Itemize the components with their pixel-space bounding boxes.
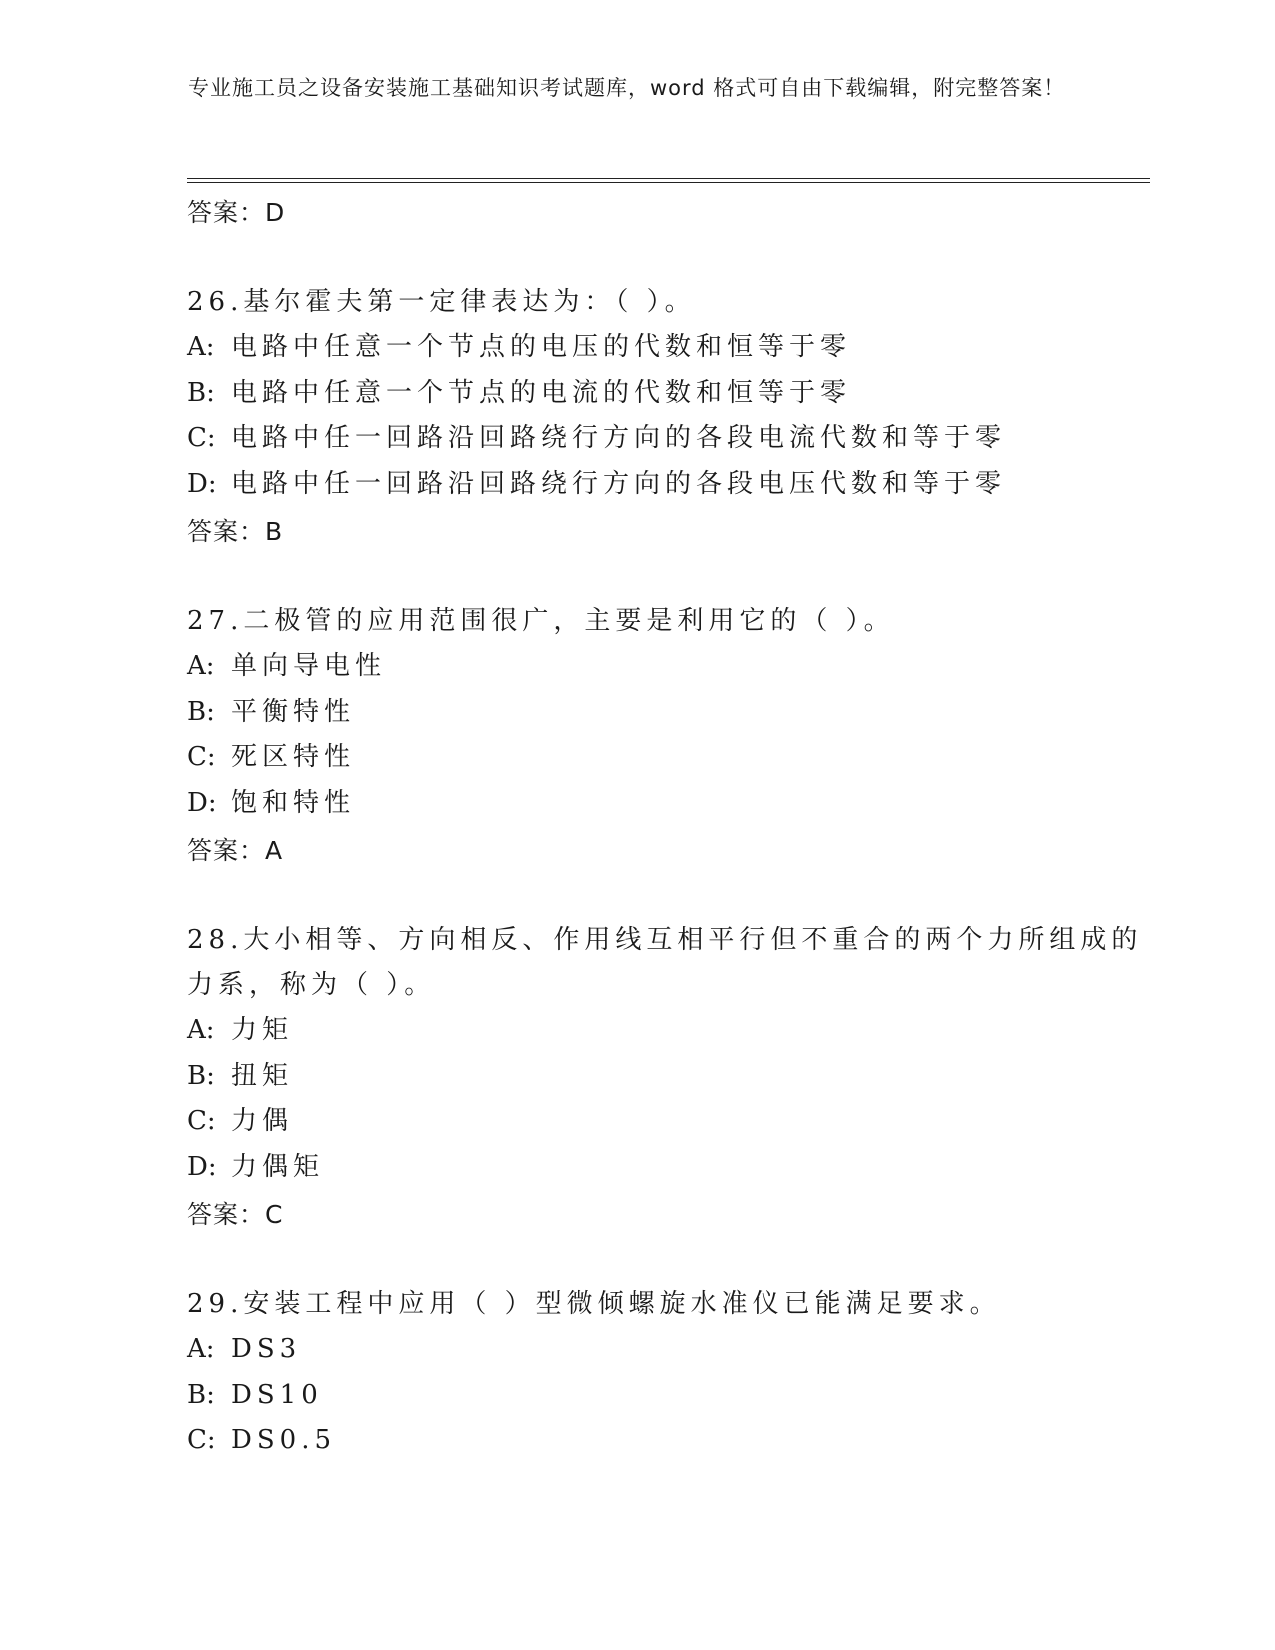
option-text: 平衡特性 [231,696,356,727]
document-header: 专业施工员之设备安装施工基础知识考试题库，word 格式可自由下载编辑，附完整答案！ [188,76,1066,100]
question-29 [187,1282,1147,1464]
question-stem: 26.基尔霍夫第一定律表达为：（ ）。 [187,287,696,317]
option-letter: D: [187,787,217,818]
option-d [187,462,1147,508]
option-b [187,1054,1147,1100]
option-text: DS3 [231,1334,302,1364]
question-stem: 27.二极管的应用范围很广，主要是利用它的（ ）。 [187,606,895,636]
option-a [187,644,1147,690]
answer-line: 答案：D [187,198,286,227]
option-text: DS10 [231,1379,323,1410]
question-28 [187,918,1147,1238]
question-stem: 28.大小相等、方向相反、作用线互相平行但不重合的两个力所组成的力系，称为（ ）。 [187,925,1143,1000]
answer-line: 答案：A [187,836,284,865]
option-d [187,781,1147,827]
option-c [187,735,1147,781]
answer-line: 答案：B [187,517,284,546]
option-a [187,325,1147,371]
option-letter: B: [187,1379,215,1410]
option-a [187,1327,1147,1373]
option-text: 扭矩 [231,1060,294,1091]
option-a [187,1008,1147,1054]
option-text: 单向导电性 [231,651,387,681]
option-letter: C: [187,1425,216,1455]
option-letter: D: [187,468,217,499]
answer-line: 答案：C [187,1200,284,1229]
option-text: 死区特性 [231,742,356,772]
option-b [187,371,1147,417]
option-text: 电路中任意一个节点的电压的代数和恒等于零 [231,332,852,362]
option-text: 力偶矩 [231,1151,325,1182]
option-text: 力矩 [231,1015,294,1045]
option-letter: D: [187,1151,217,1182]
option-b [187,1373,1147,1419]
option-letter: C: [187,1106,216,1136]
question-list [187,188,1147,1464]
question-27 [187,599,1147,874]
option-letter: C: [187,423,216,453]
option-d [187,1145,1147,1191]
option-letter: B: [187,377,215,408]
option-letter: A: [187,651,215,681]
option-text: 饱和特性 [231,787,356,818]
option-c [187,1418,1147,1464]
option-letter: A: [187,1015,215,1045]
option-c [187,1099,1147,1145]
option-b [187,690,1147,736]
header-divider-bottom [187,182,1150,183]
question-stem: 29.安装工程中应用（ ）型微倾螺旋水准仪已能满足要求。 [187,1289,1001,1319]
option-text: 电路中任一回路沿回路绕行方向的各段电流代数和等于零 [231,423,1007,453]
option-letter: B: [187,696,215,727]
option-text: 力偶 [231,1106,294,1136]
option-letter: A: [187,1334,215,1364]
header-divider-top [187,178,1150,179]
option-c [187,416,1147,462]
question-26 [187,280,1147,555]
option-text: DS0.5 [231,1425,337,1455]
option-text: 电路中任意一个节点的电流的代数和恒等于零 [231,377,852,408]
option-letter: B: [187,1060,215,1091]
option-letter: A: [187,332,215,362]
option-letter: C: [187,742,216,772]
option-text: 电路中任一回路沿回路绕行方向的各段电压代数和等于零 [231,468,1007,499]
